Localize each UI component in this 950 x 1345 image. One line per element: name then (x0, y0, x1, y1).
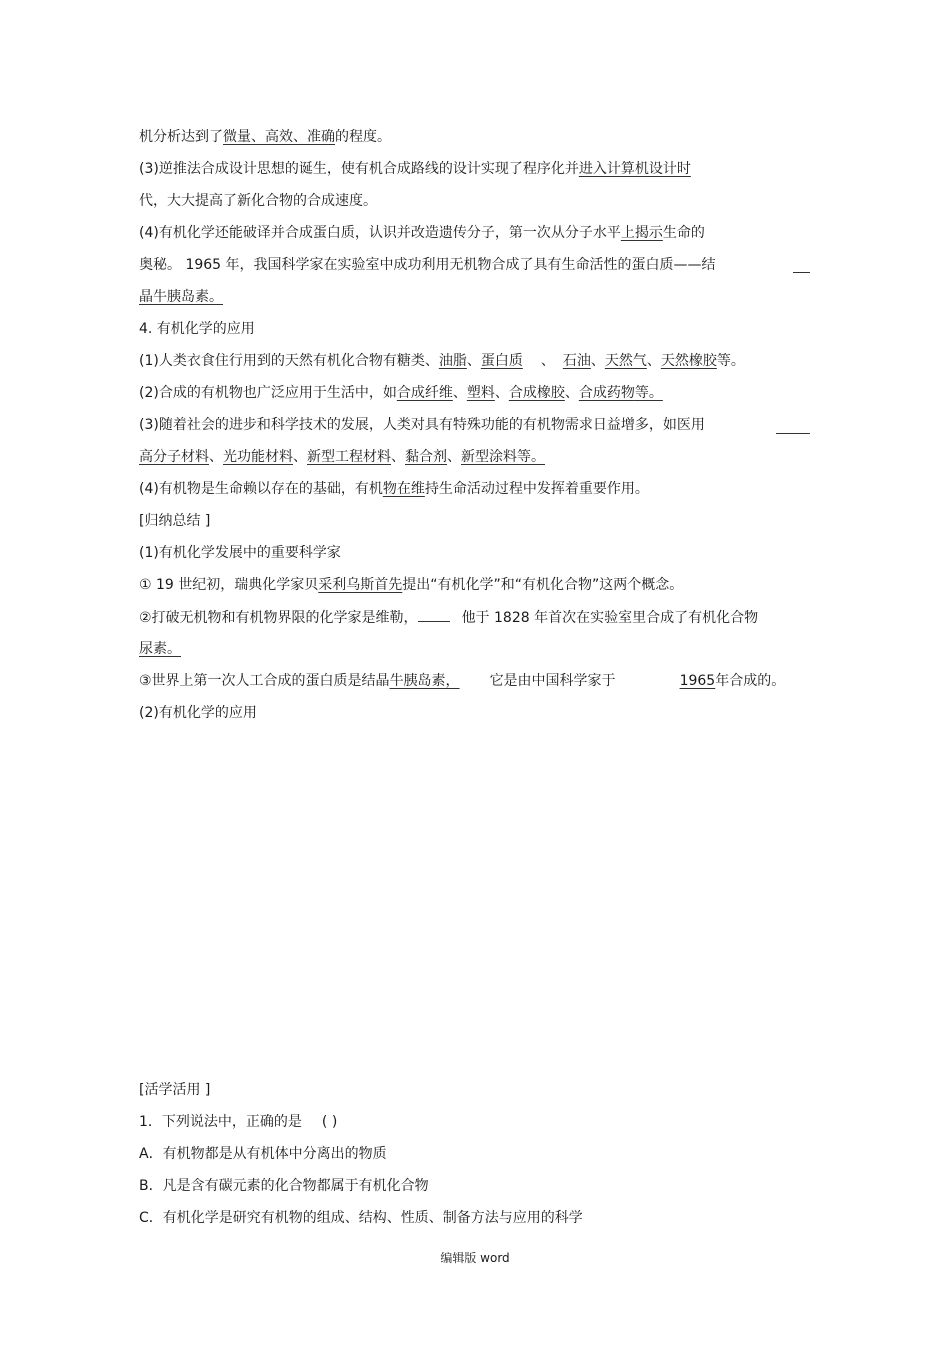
answer-blank: 光功能材料 (223, 449, 293, 465)
answer-blank: 油脂 (438, 353, 467, 369)
answer-blank: 合成药物 (578, 385, 635, 401)
answer-blank: 合成纤维 (396, 385, 453, 401)
text-line-16: ②打破无机物和有机物界限的化学家是维勒， 他于 1828 年首次在实验室里合成了有机化合物 (139, 607, 758, 628)
trailing-blank (776, 433, 810, 434)
answer-blank (418, 607, 450, 622)
answer-blank: 尿素。 (139, 641, 181, 657)
practice-heading: [活学活用 ] (139, 1082, 211, 1098)
answer-blank: 微量、高效、准确 (223, 129, 335, 145)
answer-blank: 天然气 (604, 353, 647, 369)
answer-blank: 新型涂料 (461, 449, 517, 465)
text-line-8: (1)人类衣食住行用到的天然有机化合物有糖类、油脂、蛋白质 、 石油、天然气、天然橡胶等。 (139, 353, 745, 369)
answer-blank: 蛋白质 (480, 353, 523, 369)
answer-blank: 塑料 (466, 385, 495, 401)
text-line-14: (1)有机化学发展中的重要科学家 (139, 545, 341, 561)
text-line-6 (139, 287, 223, 307)
trailing-blank (793, 272, 810, 273)
answer-blank: 新型工程材料 (307, 449, 391, 465)
answer-blank: 黏合剂 (405, 449, 447, 465)
page-footer: 编辑版 word (440, 1251, 510, 1265)
summary-heading: [归纳总结 ] (139, 513, 211, 529)
answer-blank: 天然橡胶 (660, 353, 717, 369)
question-1: 1．下列说法中，正确的是 ( ) (139, 1114, 338, 1130)
text-line-3: 代，大大提高了新化合物的合成速度。 (139, 193, 377, 209)
text-line-4: (4)有机化学还能破译并合成蛋白质，认识并改造遗传分子，第一次从分子水平上揭示生命的 (139, 225, 705, 241)
answer-blank: 上揭示 (620, 225, 663, 241)
answer-blank: 物在维 (382, 481, 425, 497)
text-line-19: (2)有机化学的应用 (139, 705, 257, 721)
answer-blank: 晶牛胰岛素。 (139, 289, 223, 305)
answer-blank: 进入计算机设计时 (578, 161, 691, 177)
answer-blank: 石油 (562, 353, 591, 369)
answer-blank: 合成橡胶 (508, 385, 565, 401)
text-line-5: 奥秘。 1965 年，我国科学家在实验室中成功利用无机物合成了具有生命活性的蛋白质——结 (139, 257, 716, 273)
section-heading: 4. 有机化学的应用 (139, 321, 255, 337)
text-line-11: 高分子材料、光功能材料、新型工程材料、黏合剂、新型涂料等。 (139, 449, 545, 465)
text-line-15: ① 19 世纪初，瑞典化学家贝采利乌斯首先提出“有机化学”和“有机化合物”这两个概念。 (139, 577, 684, 593)
text-line-10: (3)随着社会的进步和科学技术的发展，人类对具有特殊功能的有机物需求日益增多，如医用 (139, 417, 705, 433)
text-line-17 (139, 639, 181, 659)
answer-blank: 牛胰岛素， (389, 673, 460, 689)
text-line-9: (2)合成的有机物也广泛应用于生活中，如合成纤维、塑料、合成橡胶、合成药物等。 (139, 385, 663, 401)
text-line-2: (3)逆推法合成设计思想的诞生，使有机合成路线的设计实现了程序化并进入计算机设计时 (139, 159, 766, 179)
answer-blank: 高分子材料 (139, 449, 209, 465)
option-b: B．凡是含有碳元素的化合物都属于有机化合物 (139, 1178, 429, 1194)
option-c: C．有机化学是研究有机物的组成、结构、性质、制备方法与应用的科学 (139, 1210, 583, 1226)
text-line-18: ③世界上第一次人工合成的蛋白质是结晶牛胰岛素， 它是由中国科学家于 1965年合成的。 (139, 673, 786, 689)
answer-blank: 采利乌斯首先 (318, 577, 403, 593)
option-a: A．有机物都是从有机体中分离出的物质 (139, 1146, 387, 1162)
text-line-1: 机分析达到了微量、高效、准确的程度。 (139, 129, 391, 145)
answer-blank: 1965 (679, 673, 716, 689)
text-line-12: (4)有机物是生命赖以存在的基础，有机物在维持生命活动过程中发挥着重要作用。 (139, 481, 649, 497)
